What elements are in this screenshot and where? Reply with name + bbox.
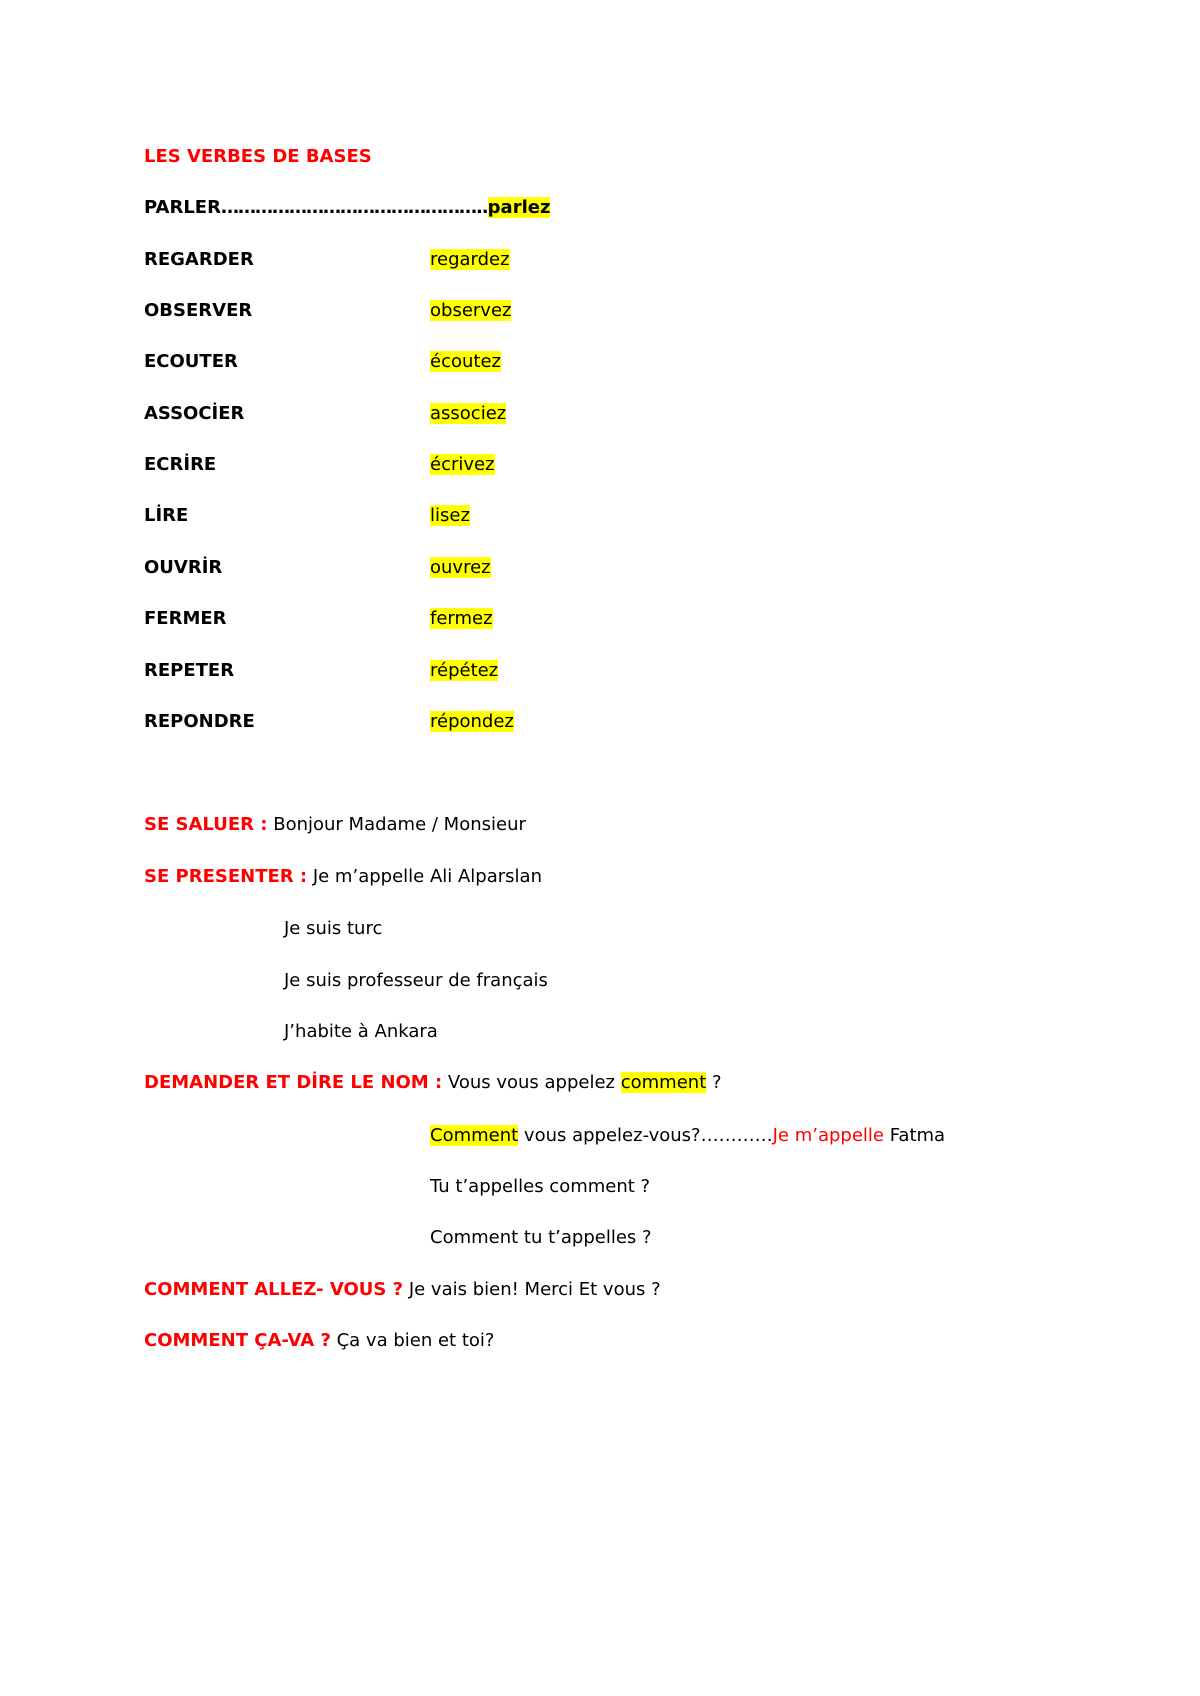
answer-name: Fatma	[884, 1125, 946, 1146]
verb-imperative: écrivez	[430, 454, 495, 475]
leader-dots: ………………………………………..	[220, 197, 488, 218]
page-title: LES VERBES DE BASES	[144, 146, 372, 167]
section-presenter	[144, 865, 542, 889]
highlighted-word: comment	[620, 1072, 707, 1093]
verb-imperative: regardez	[430, 249, 510, 270]
verb-infinitive: PARLER	[144, 197, 221, 218]
presenter-line: J’habite à Ankara	[284, 1021, 438, 1042]
section-text: Je m’appelle Ali Alparslan	[307, 866, 542, 887]
verb-row-parler	[144, 196, 550, 220]
presenter-line: Je suis turc	[284, 918, 383, 939]
verb-infinitive: OUVRİR	[144, 557, 223, 578]
verb-imperative: ouvrez	[430, 557, 491, 578]
verb-infinitive: OBSERVER	[144, 300, 253, 321]
question-text: vous appelez-vous?…………	[518, 1125, 773, 1146]
verb-infinitive: ASSOCİER	[144, 403, 245, 424]
question-text: ?	[706, 1072, 722, 1093]
section-saluer	[144, 813, 526, 837]
verb-infinitive: REPETER	[144, 660, 235, 681]
verb-infinitive: FERMER	[144, 608, 227, 629]
section-nom	[144, 1071, 722, 1095]
nom-question-3: Tu t’appelles comment ?	[430, 1176, 651, 1197]
verb-infinitive: REGARDER	[144, 249, 254, 270]
section-allez	[144, 1278, 661, 1302]
answer-red: Je m’appelle	[772, 1125, 884, 1146]
verb-infinitive: ECOUTER	[144, 351, 238, 372]
verb-imperative: répétez	[430, 660, 499, 681]
section-text: Ça va bien et toi?	[330, 1330, 495, 1351]
section-text: Bonjour Madame / Monsieur	[267, 814, 526, 835]
verb-imperative: parlez	[487, 197, 551, 218]
verb-imperative: observez	[430, 300, 512, 321]
presenter-line: Je suis professeur de français	[284, 970, 548, 991]
section-label: COMMENT ÇA-VA ?	[144, 1330, 331, 1351]
highlighted-word: Comment	[430, 1125, 519, 1146]
verb-imperative: répondez	[430, 711, 514, 732]
section-text: Je vais bien! Merci Et vous ?	[403, 1279, 661, 1300]
section-label: DEMANDER ET DİRE LE NOM :	[144, 1072, 443, 1093]
section-label: SE PRESENTER :	[144, 866, 308, 887]
section-label: COMMENT ALLEZ- VOUS ?	[144, 1279, 404, 1300]
verb-imperative: écoutez	[430, 351, 501, 372]
verb-infinitive: LİRE	[144, 505, 189, 526]
verb-infinitive: ECRİRE	[144, 454, 217, 475]
section-label: SE SALUER :	[144, 814, 268, 835]
verb-imperative: lisez	[430, 505, 470, 526]
verb-imperative: fermez	[430, 608, 493, 629]
question-text: Vous vous appelez	[442, 1072, 621, 1093]
section-cava	[144, 1329, 494, 1353]
nom-question-4: Comment tu t’appelles ?	[430, 1227, 652, 1248]
verb-infinitive: REPONDRE	[144, 711, 255, 732]
verb-imperative: associez	[430, 403, 507, 424]
nom-question-2	[430, 1124, 945, 1148]
